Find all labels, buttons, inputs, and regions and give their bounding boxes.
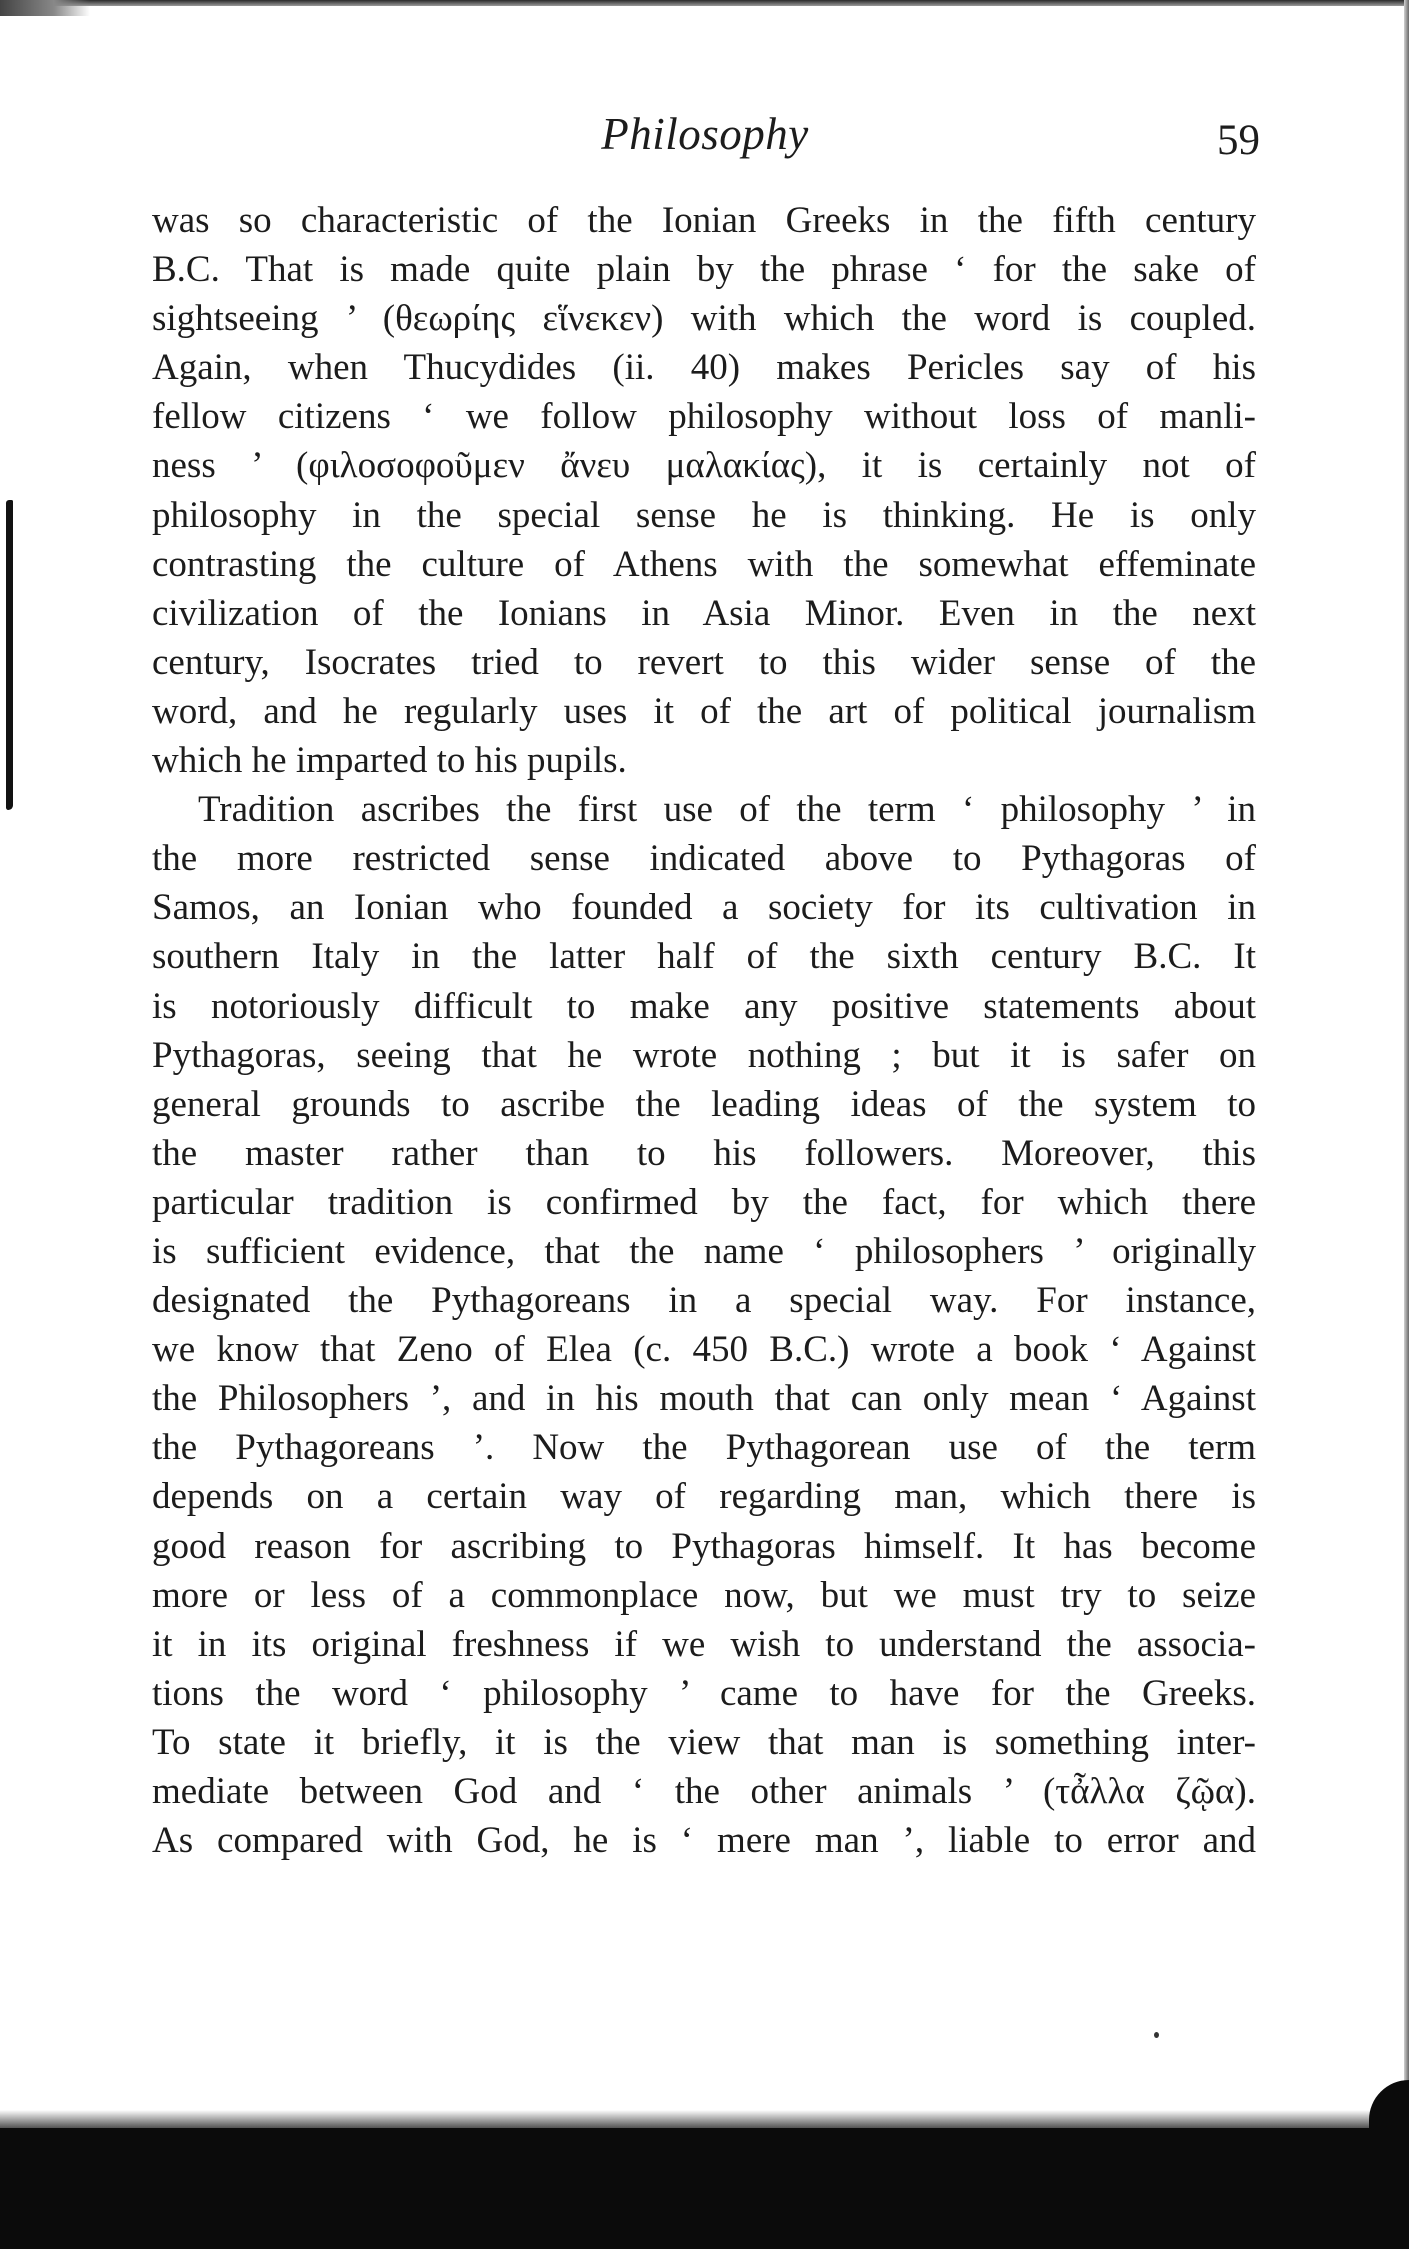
body-text: [152, 196, 1256, 1865]
text-line: tions the word ‘ philosophy ’ came to have for the Greeks.: [152, 1672, 1256, 1714]
running-head: [150, 108, 1260, 168]
text-line: civilization of the Ionians in Asia Minor. Even in the next: [152, 592, 1256, 634]
text-line: the master rather than to his followers. Moreover, this: [152, 1132, 1256, 1174]
text-line: Pythagoras, seeing that he wrote nothing ; but it is safer on: [152, 1034, 1256, 1076]
text-line: was so characteristic of the Ionian Greeks in the fifth century: [152, 200, 1256, 241]
text-line: is sufficient evidence, that the name ‘ philosophers ’ originally: [152, 1230, 1256, 1272]
text-line: word, and he regularly uses it of the art of political journalism: [152, 690, 1256, 732]
scan-speck: [1154, 2032, 1159, 2038]
text-line: To state it briefly, it is the view that man is something inter-: [152, 1721, 1256, 1763]
text-line: ness ’ (φιλοσοφοῦμεν ἄνευ μαλακίας), it is certainly not of: [152, 445, 1256, 487]
page-number: 59: [1217, 117, 1260, 164]
text-line: the Pythagoreans ’. Now the Pythagorean use of the term: [152, 1427, 1256, 1469]
text-line: southern Italy in the latter half of the sixth century B.C. It: [152, 936, 1256, 978]
paragraph-1: [152, 196, 1256, 785]
text-line: Tradition ascribes the first use of the term ‘ philosophy ’ in: [198, 789, 1256, 831]
text-line: particular tradition is confirmed by the fact, for which there: [152, 1181, 1256, 1223]
text-line: good reason for ascribing to Pythagoras himself. It has become: [152, 1525, 1256, 1567]
scan-right-edge: [1404, 0, 1409, 2249]
text-line: century, Isocrates tried to revert to this wider sense of the: [152, 641, 1256, 683]
text-line: is notoriously difficult to make any positive statements about: [152, 985, 1256, 1027]
text-line: contrasting the culture of Athens with the somewhat effeminate: [152, 543, 1256, 585]
text-line: general grounds to ascribe the leading ideas of the system to: [152, 1083, 1256, 1125]
text-line: the Philosophers ’, and in his mouth that can only mean ‘ Against: [152, 1378, 1256, 1420]
text-line: B.C. That is made quite plain by the phrase ‘ for the sake of: [152, 249, 1256, 291]
paragraph-2: [152, 785, 1256, 1865]
text-line: depends on a certain way of regarding man, which there is: [152, 1476, 1256, 1518]
text-line: designated the Pythagoreans in a special way. For instance,: [152, 1280, 1256, 1322]
scan-top-corner-shadow: [0, 0, 90, 16]
running-title: Philosophy: [601, 109, 809, 159]
scan-top-edge: [0, 0, 1409, 6]
text-line: Again, when Thucydides (ii. 40) makes Pericles say of his: [152, 347, 1256, 389]
text-line: sightseeing ’ (θεωρίης εἵνεκεν) with which the word is coupled.: [152, 298, 1256, 340]
text-line: As compared with God, he is ‘ mere man ’, liable to error and: [152, 1820, 1256, 1862]
text-line: fellow citizens ‘ we follow philosophy without loss of manli-: [152, 396, 1256, 438]
text-line: it in its original freshness if we wish to understand the associa-: [152, 1623, 1256, 1665]
text-line: philosophy in the special sense he is thinking. He is only: [152, 494, 1256, 536]
text-line: more or less of a commonplace now, but we must try to seize: [152, 1574, 1256, 1616]
text-line: we know that Zeno of Elea (c. 450 B.C.) wrote a book ‘ Against: [152, 1329, 1256, 1371]
scan-bottom-edge: [0, 2128, 1409, 2249]
text-line: which he imparted to his pupils.: [152, 740, 627, 782]
text-line: the more restricted sense indicated above to Pythagoras of: [152, 838, 1256, 880]
binding-shadow: [6, 500, 13, 810]
text-line: Samos, an Ionian who founded a society for its cultivation in: [152, 887, 1256, 929]
text-line: mediate between God and ‘ the other animals ’ (τἆλλα ζῷα).: [152, 1771, 1256, 1812]
